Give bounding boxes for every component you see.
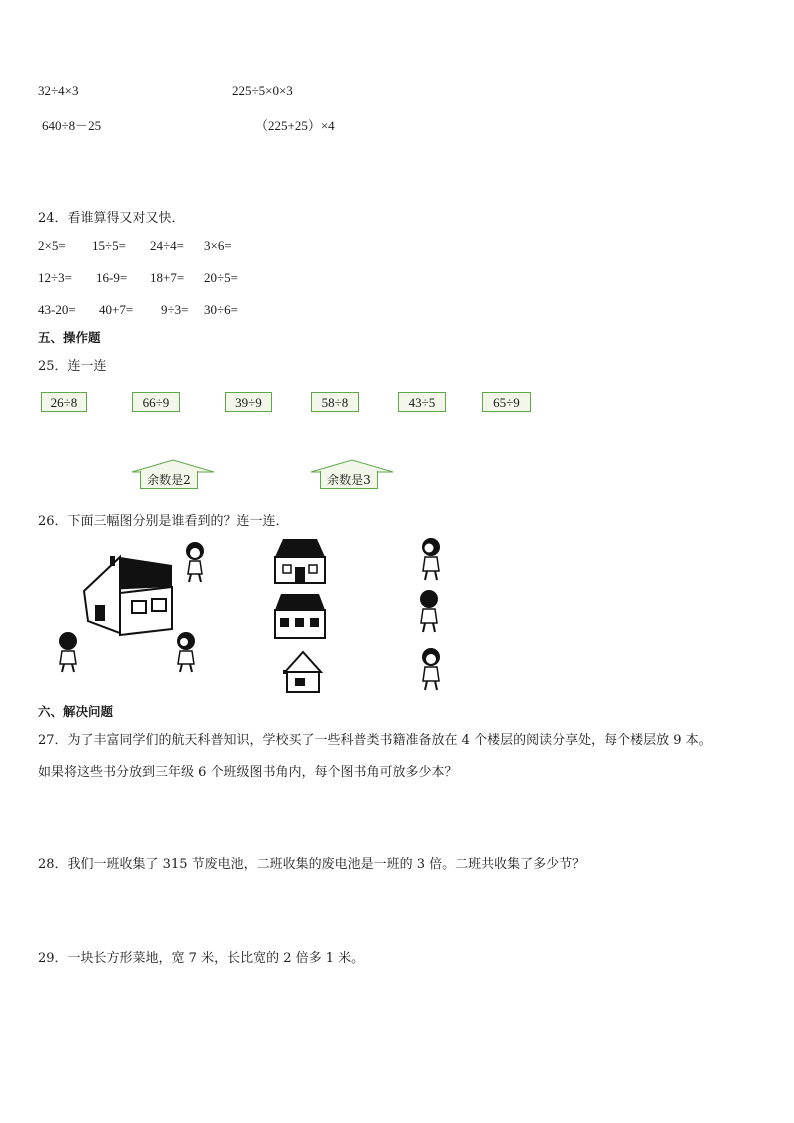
question-28: 28．我们一班收集了 315 节废电池，二班收集的废电池是一班的 3 倍。二班共收集了多少节？: [38, 857, 586, 872]
expression: 32÷4×3: [38, 83, 79, 98]
mental-math-item: 40+7=: [99, 302, 134, 317]
child-figure-icon: [414, 646, 448, 692]
mental-math-item: 12÷3=: [38, 270, 72, 285]
expression: （225+25）×4: [255, 118, 335, 133]
mental-math-item: 24÷4=: [150, 238, 184, 253]
remainder-house-2[interactable]: 余数是2: [140, 471, 198, 489]
child-figure-icon: [52, 630, 84, 674]
mental-math-item: 15÷5=: [92, 238, 126, 253]
child-figure-icon: [180, 540, 210, 584]
question-24-title: 24．看谁算得又对又快．: [38, 211, 185, 226]
mental-math-item: 43-20=: [38, 302, 76, 317]
child-figure-icon: [170, 630, 202, 674]
child-figure-icon: [414, 536, 448, 582]
mental-math-item: 30÷6=: [204, 302, 238, 317]
expression: 225÷5×0×3: [232, 83, 293, 98]
division-card[interactable]: 43÷5: [398, 392, 446, 412]
mental-math-item: 3×6=: [204, 238, 232, 253]
remainder-house-3[interactable]: 余数是3: [320, 471, 378, 489]
house-front-view-icon: [271, 537, 329, 585]
section-heading: 五、操作题: [38, 330, 101, 345]
mental-math-item: 18+7=: [150, 270, 185, 285]
house-side-view-icon: [271, 592, 329, 640]
division-card[interactable]: 58÷8: [311, 392, 359, 412]
division-card[interactable]: 26÷8: [41, 392, 87, 412]
mental-math-item: 9÷3=: [161, 302, 189, 317]
expression: 640÷8－25: [42, 118, 102, 133]
mental-math-item: 2×5=: [38, 238, 66, 253]
question-29: 29．一块长方形菜地，宽 7 米，长比宽的 2 倍多 1 米。: [38, 951, 365, 966]
section-heading: 六、解决问题: [38, 704, 114, 719]
division-card[interactable]: 65÷9: [482, 392, 531, 412]
question-25-title: 25．连一连: [38, 359, 107, 374]
mental-math-item: 20÷5=: [204, 270, 238, 285]
question-27-line-2: 如果将这些书分放到三年级 6 个班级图书角内，每个图书角可放多少本？: [38, 765, 458, 780]
house-gable-view-icon: [281, 648, 325, 694]
division-card[interactable]: 66÷9: [132, 392, 180, 412]
question-26-title: 26．下面三幅图分别是谁看到的？连一连．: [38, 514, 289, 529]
house-icon: [80, 553, 176, 637]
question-27-line-1: 27．为了丰富同学们的航天科普知识，学校买了一些科普类书籍准备放在 4 个楼层的阅读分享处，每个楼层放 9 本。: [38, 733, 712, 748]
child-figure-icon: [412, 588, 446, 634]
division-card[interactable]: 39÷9: [225, 392, 272, 412]
mental-math-item: 16-9=: [96, 270, 128, 285]
